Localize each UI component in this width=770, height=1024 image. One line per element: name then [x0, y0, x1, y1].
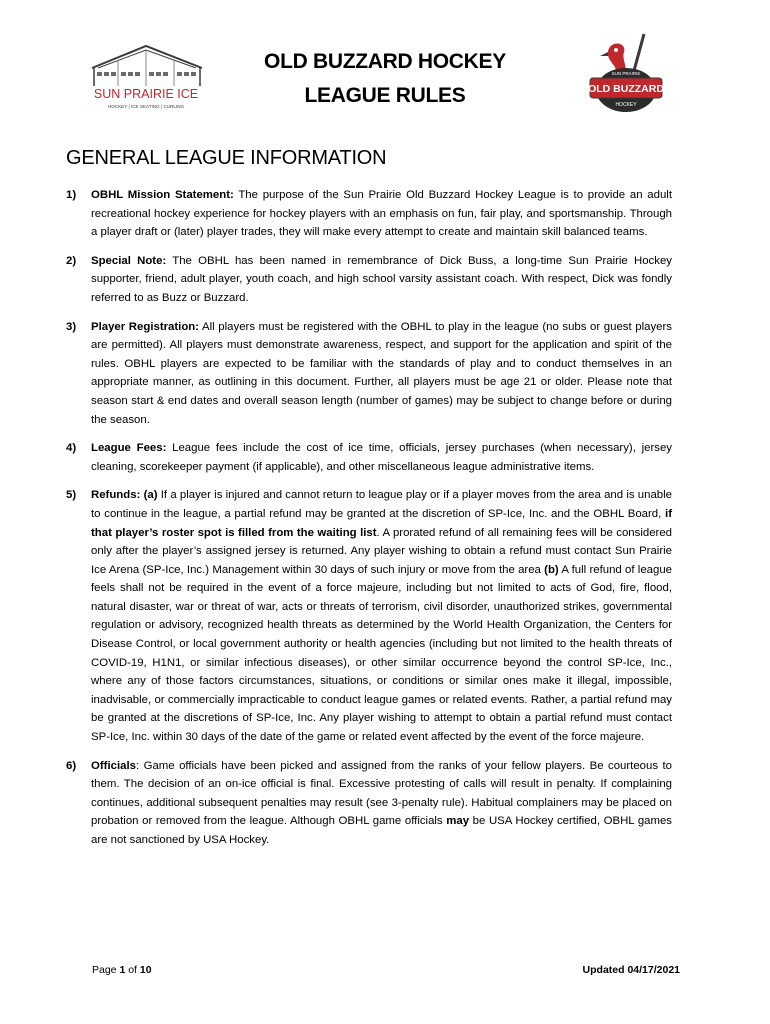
rule-league-fees	[66, 439, 672, 476]
rule-text-a2: . A prorated refund of all remaining fees will be considered only after the player’s assigned jersey is returned. Any player wishing to obtain a refund must contact Sun Prairie Ice Arena (SP-Ice, Inc.) Management within 30 days of such injury or move from the area	[91, 526, 672, 576]
rule-text: : Game officials have been picked and assigned from the ranks of your fellow players. Be courteous to them. The decision of an on-ice official is final. Excessive protesting of calls will result in penalty. If complaining continues, additional subsequent penalties may result (see 3-penalty rule). Habitual complainers may be placed on probation or removed from the league. Although OBHL game officials	[91, 759, 672, 828]
rule-officials	[66, 757, 672, 850]
logo-right-name: OLD BUZZARD	[588, 83, 664, 95]
rule-number: 3)	[66, 320, 77, 333]
rule-text: All players must be registered with the OBHL to play in the league (no subs or guest players are permitted). All players must demonstrate awareness, respect, and support for the application and spirit of the rules. OBHL players are expected to be familiar with the standards of play and to conduct themselves in an appropriate manner, as outlining in this document. Further, all players must be age 21 or older. Please note that season start & end dates and overall season length (number of games) may be subject to change before or during the season.	[91, 320, 672, 426]
rule-label: League Fees:	[91, 442, 167, 455]
rules-list	[66, 186, 672, 860]
page-prefix: Page	[92, 964, 120, 976]
logo-right-line3: HOCKEY	[615, 102, 637, 108]
rule-number: 6)	[66, 759, 77, 772]
rule-text-end: be USA Hockey certified, OBHL games are not sanctioned by USA Hockey.	[91, 815, 673, 846]
document-title-line-2: LEAGUE RULES	[304, 84, 466, 107]
logo-left-name: SUN PRAIRIE ICE	[93, 87, 199, 101]
rule-label: OBHL Mission Statement:	[91, 189, 234, 201]
page-of: of	[125, 964, 140, 976]
rule-text-b: A full refund of league feels shall not be required in the event of a force majeure, including but not limited to acts of God, fire, flood, natural disaster, war or threat of war, acts or threats of terrorism, civil disorder, unauthorized strikes, governmental regulation or advisory, recognized health threats as determined by the World Health Organization, the Centers for Disease Control, or local government authority or health agencies (including but not limited to the health threats of COVID-19, H1N1, or similar infectious diseases), or other similar occurrence beyond the control SP-Ice, Inc., where any of those factors circumstances, situations, or conditions or similar ones make it illegal, impossible, inadvisable, or commercially impracticable to conduct league games or related events. Rather, a partial refund may be granted at the discretions of SP-Ice, Inc. Any player wishing to attempt to obtain a partial refund must contact SP-Ice, Inc. within 30 days of the date of the game or related event affected by the event of the force majeure.	[91, 563, 672, 744]
rule-label: Refunds:	[91, 489, 141, 502]
rule-subclause-a: (a)	[140, 489, 158, 502]
updated-date: Updated 04/17/2021	[582, 964, 680, 976]
rule-number: 4)	[66, 442, 77, 455]
logo-right-line1: SUN PRAIRIE	[611, 71, 641, 76]
rule-number: 5)	[66, 489, 77, 502]
page-current: 1	[119, 964, 126, 976]
rule-text: The purpose of the Sun Prairie Old Buzzard Hockey League is to provide an adult recreational hockey experience for hockey players with an emphasis on fun, fair play, and sportsmanship. Through a player draft or (later) player trades, they will make every attempt to create and maintain skill balanced teams.	[91, 189, 672, 239]
rule-number: 2)	[66, 254, 77, 267]
rule-player-registration	[66, 318, 672, 430]
rule-label: Player Registration:	[91, 320, 200, 333]
rule-text: League fees include the cost of ice time, officials, jersey purchases (when necessary), jersey cleaning, scorekeeper payment (if applicable), and other miscellaneous league administrative items.	[91, 442, 672, 473]
rule-label: Special Note:	[91, 254, 167, 267]
document-title-line-1: OLD BUZZARD HOCKEY	[264, 50, 506, 73]
rule-emphasis: if that player’s roster spot is filled from the waiting list	[91, 507, 672, 539]
rule-text: The OBHL has been named in remembrance of Dick Buss, a long-time Sun Prairie Hockey supporter, friend, adult player, youth coach, and high school varsity assistant coach. With respect, Dick was fondly referred to as Buzz or Buzzard.	[91, 254, 672, 304]
rule-special-note	[66, 252, 672, 308]
rule-subclause-b: (b)	[544, 563, 559, 576]
section-heading: GENERAL LEAGUE INFORMATION	[66, 147, 387, 169]
rule-emphasis: may	[446, 815, 470, 828]
logo-left-tagline: HOCKEY | ICE SKATING | CURLING	[107, 104, 185, 109]
page-number	[92, 964, 152, 976]
rule-text-a: If a player is injured and cannot return to league play or if a player moves from the area and is unable to continue in the league, a partial refund may be granted at the discretion of SP-Ice, Inc. and the OBHL Board,	[91, 489, 673, 520]
page-total: 10	[139, 964, 152, 976]
rule-number: 1)	[66, 189, 77, 201]
rule-refunds	[66, 486, 672, 746]
rule-mission-statement	[66, 186, 672, 242]
old-buzzard-logo	[586, 30, 666, 118]
rule-label: Officials	[91, 759, 136, 772]
sun-prairie-ice-logo	[88, 42, 206, 112]
